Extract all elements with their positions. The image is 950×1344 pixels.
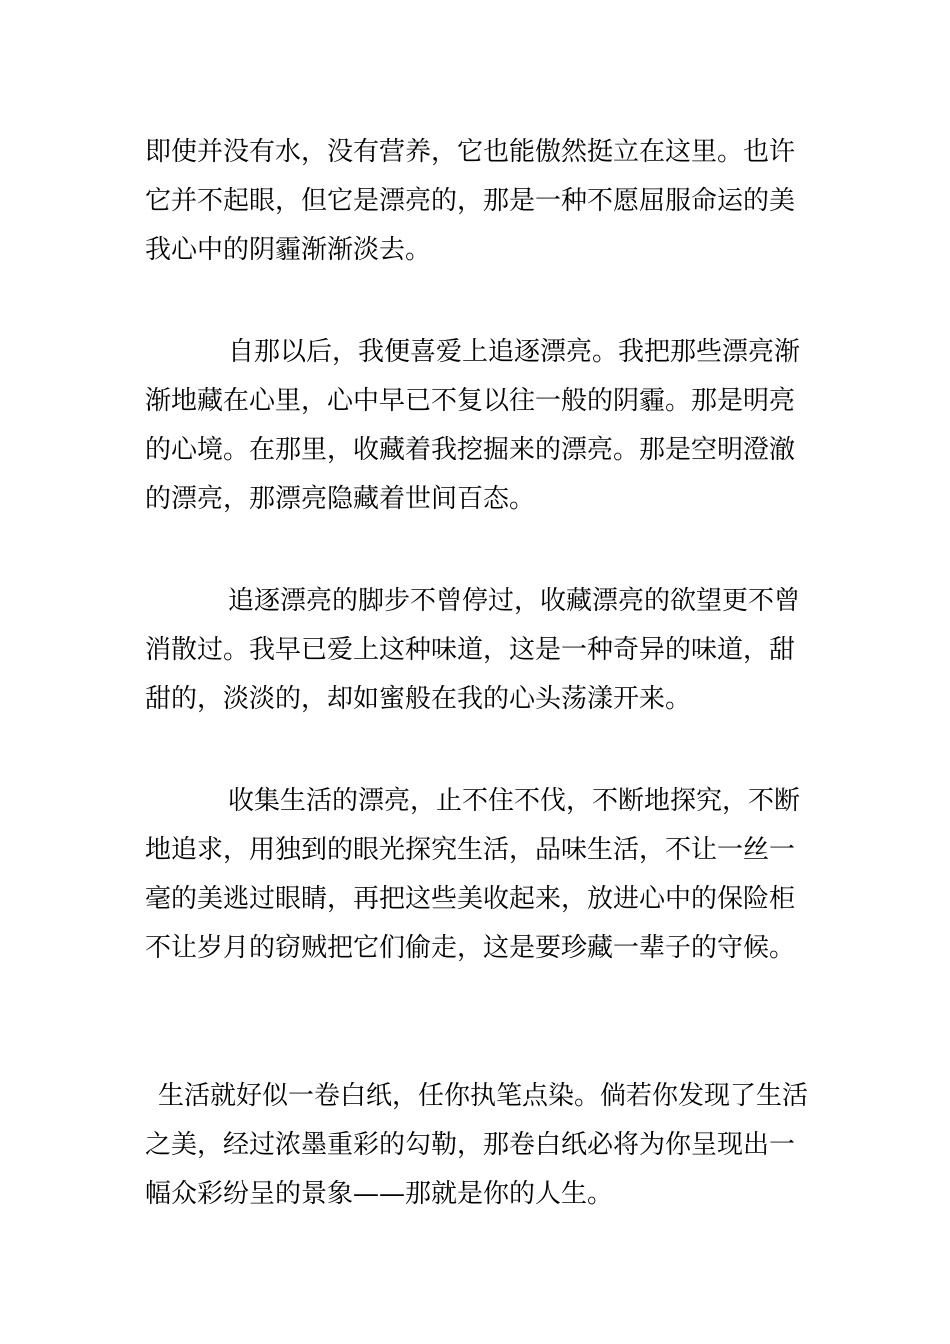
paragraph-1-line-3: 我心中的阴霾渐渐淡去。: [145, 235, 432, 265]
paragraph-5-line-2: 之美，经过浓墨重彩的勾勒，那卷白纸必将为你呈现出一: [145, 1130, 796, 1160]
paragraph-4-line-1: 收集生活的漂亮，止不住不伐，不断地探究，不断: [228, 786, 801, 816]
paragraph-2-line-2: 渐地藏在心里，心中早已不复以往一般的阴霾。那是明亮: [145, 386, 796, 416]
paragraph-3-line-1: 追逐漂亮的脚步不曾停过，收藏漂亮的欲望更不曾: [228, 586, 801, 616]
paragraph-2-line-1: 自那以后，我便喜爱上追逐漂亮。我把那些漂亮渐: [228, 337, 801, 367]
paragraph-4-line-3: 毫的美逃过眼睛，再把这些美收起来，放进心中的保险柜: [145, 884, 796, 914]
paragraph-1-line-2: 它并不起眼，但它是漂亮的，那是一种不愿屈服命运的美: [145, 186, 796, 216]
paragraph-1-line-1: 即使并没有水，没有营养，它也能傲然挺立在这里。也许: [145, 137, 796, 167]
paragraph-5-line-1: 生活就好似一卷白纸，任你执笔点染。倘若你发现了生活: [158, 1081, 809, 1111]
paragraph-2-line-3: 的心境。在那里，收藏着我挖掘来的漂亮。那是空明澄澈: [145, 435, 796, 465]
paragraph-3-line-2: 消散过。我早已爱上这种味道，这是一种奇异的味道，甜: [145, 635, 796, 665]
paragraph-4-line-2: 地追求，用独到的眼光探究生活，品味生活，不让一丝一: [145, 835, 796, 865]
paragraph-2-line-4: 的漂亮，那漂亮隐藏着世间百态。: [145, 484, 536, 514]
paragraph-5-line-3: 幅众彩纷呈的景象——那就是你的人生。: [145, 1179, 614, 1209]
paragraph-3-line-3: 甜的，淡淡的，却如蜜般在我的心头荡漾开来。: [145, 684, 692, 714]
paragraph-4-line-4: 不让岁月的窃贼把它们偷走，这是要珍藏一辈子的守候。: [145, 933, 796, 963]
